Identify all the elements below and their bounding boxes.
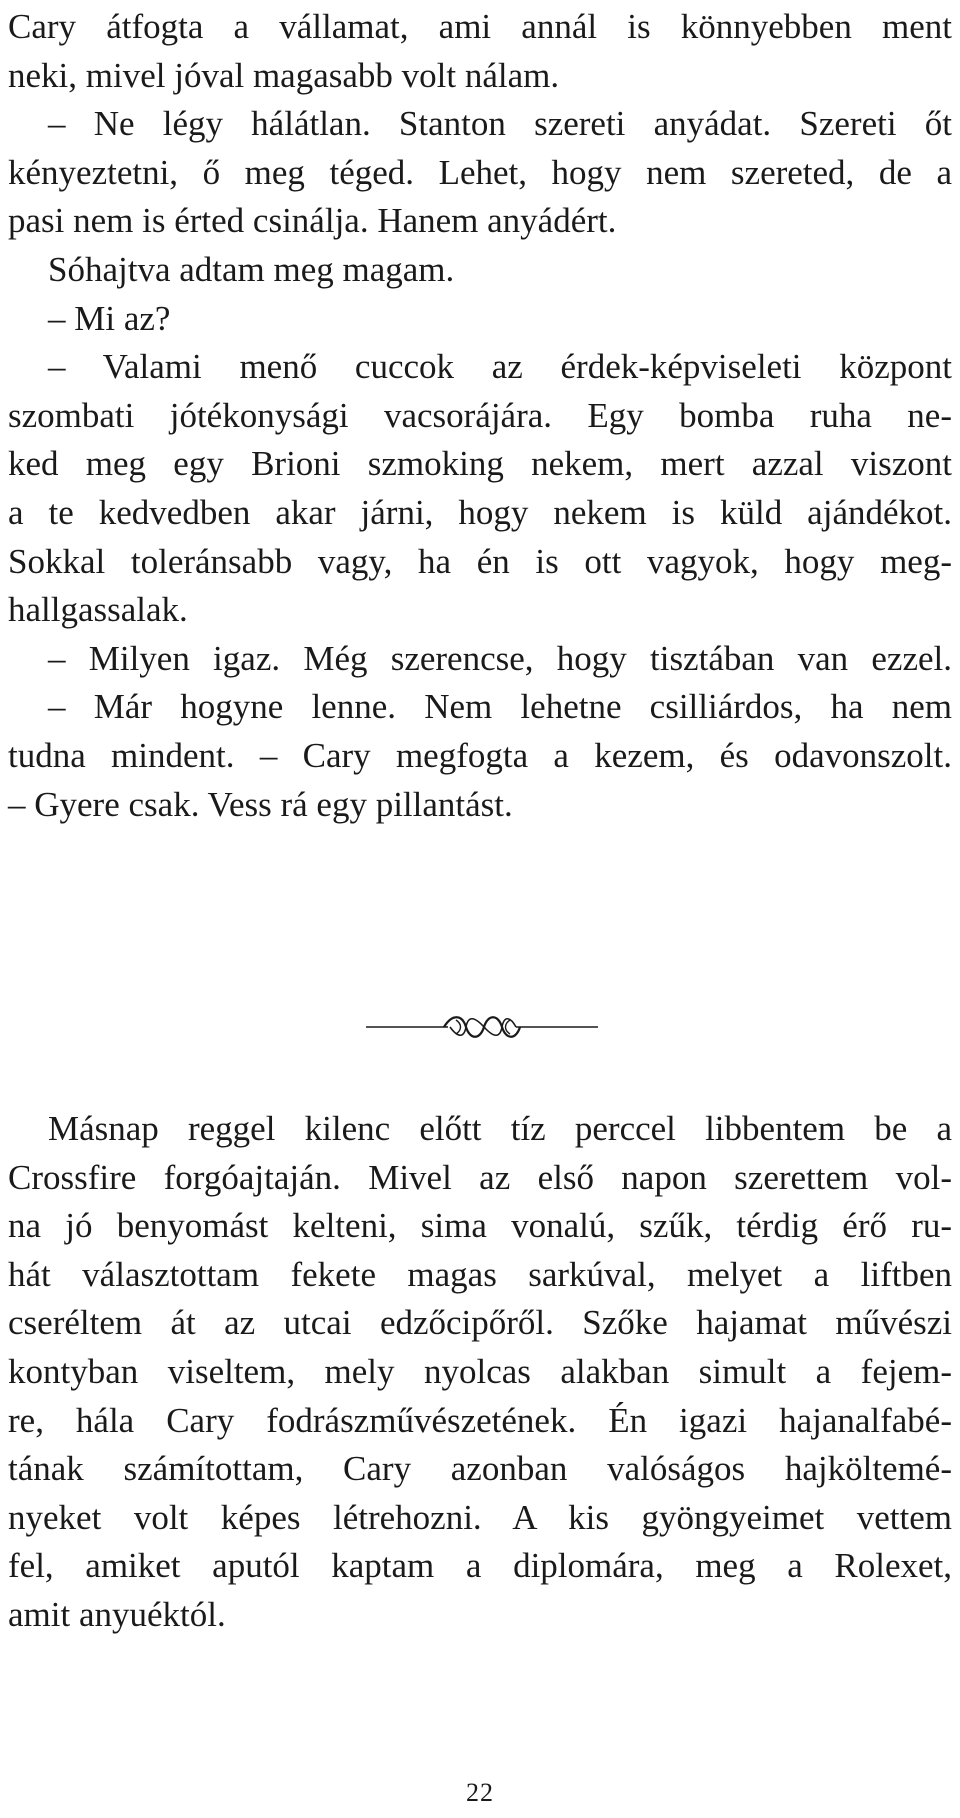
text-line: a te kedvedben akar járni, hogy nekem is küld ajándékot. — [8, 492, 952, 532]
text-line: nyeket volt képes létrehozni. A kis gyöngyeimet vettem — [8, 1497, 952, 1537]
section-divider-flourish-icon — [366, 1010, 598, 1044]
text-line: hallgassalak. — [8, 590, 188, 630]
text-block-narrative — [8, 1105, 952, 1640]
text-line: – Ne légy hálátlan. Stanton szereti anyádat. Szereti őt — [48, 104, 952, 144]
text-block-dialogue — [8, 3, 952, 829]
text-line: szombati jótékonysági vacsorájára. Egy bomba ruha ne- — [8, 395, 952, 435]
text-line: pasi nem is érted csinálja. Hanem anyádért. — [8, 201, 617, 241]
text-line: Másnap reggel kilenc előtt tíz perccel libbentem be a — [48, 1109, 952, 1148]
page-number: 22 — [466, 1778, 494, 1807]
text-line: – Mi az? — [48, 298, 171, 338]
text-line: kontyban viseltem, mely nyolcas alakban simult a fejem- — [8, 1351, 952, 1391]
text-line: cseréltem át az utcai edzőcipőről. Szőke hajamat művészi — [8, 1303, 952, 1343]
text-line: re, hála Cary fodrászművészetének. Én igazi hajanalfabé- — [8, 1400, 952, 1440]
text-line: Cary átfogta a vállamat, ami annál is könnyebben ment — [8, 7, 952, 46]
text-line: neki, mivel jóval magasabb volt nálam. — [8, 55, 560, 95]
text-line: ked meg egy Brioni szmoking nekem, mert azzal viszont — [8, 444, 952, 484]
text-line: – Már hogyne lenne. Nem lehetne csilliárdos, ha nem — [48, 687, 952, 727]
text-line: kényeztetni, ő meg téged. Lehet, hogy nem szereted, de a — [8, 152, 952, 192]
text-line: Sokkal toleránsabb vagy, ha én is ott vagyok, hogy meg- — [8, 541, 952, 581]
text-line: Crossfire forgóajtaján. Mivel az első napon szerettem vol- — [8, 1157, 952, 1197]
text-line: Sóhajtva adtam meg magam. — [48, 249, 455, 289]
text-line: tának számítottam, Cary azonban valóságos hajköltemé- — [8, 1449, 952, 1489]
text-line: – Gyere csak. Vess rá egy pillantást. — [8, 784, 513, 824]
text-line: – Milyen igaz. Még szerencse, hogy tisztában van ezzel. — [48, 638, 952, 678]
text-line: hát választottam fekete magas sarkúval, melyet a liftben — [8, 1254, 952, 1294]
text-line: amit anyuéktól. — [8, 1594, 226, 1634]
text-line: tudna mindent. – Cary megfogta a kezem, és odavonszolt. — [8, 735, 952, 775]
text-line: fel, amiket aputól kaptam a diplomára, meg a Rolexet, — [8, 1546, 952, 1586]
text-line: na jó benyomást kelteni, sima vonalú, szűk, térdig érő ru- — [8, 1206, 952, 1246]
text-line: – Valami menő cuccok az érdek-képviseleti központ — [48, 347, 952, 387]
